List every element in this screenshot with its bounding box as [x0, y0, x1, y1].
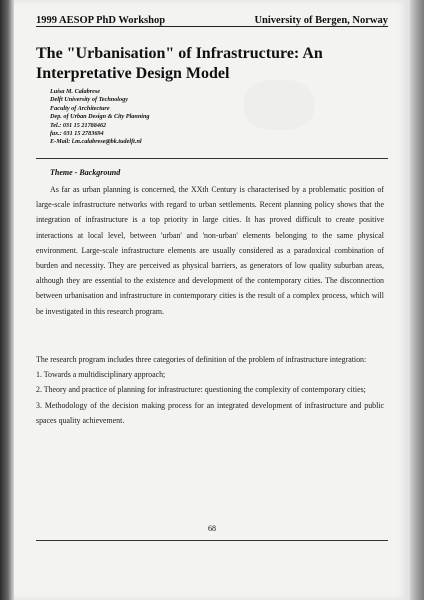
author-affiliation-2: Faculty of Architecture [50, 104, 110, 112]
header-right: University of Bergen, Norway [254, 15, 388, 26]
title-line-1: The "Urbanisation" of Infrastructure: An [36, 45, 323, 62]
author-affiliation-1: Delft University of Technology [50, 96, 128, 104]
author-name: Luisa M. Calabrese [50, 88, 101, 95]
author-affiliation-3: Dep. of Urban Design & City Planning [50, 113, 150, 121]
title-line-2: Interpretative Design Model [36, 65, 230, 82]
body-paragraph-2 [36, 352, 384, 428]
paper-title [36, 44, 366, 84]
footer-rule [36, 540, 388, 541]
page-number: 68 [208, 524, 216, 533]
author-email: E-Mail: l.m.calabrese@bk.tudelft.nl [50, 138, 142, 146]
paper-sheet [14, 0, 410, 600]
scan-stain [244, 80, 314, 130]
list-item-1: 1. Towards a multidisciplinary approach; [36, 370, 166, 380]
header-left: 1999 AESOP PhD Workshop [36, 15, 166, 26]
body-paragraph-1: As far as urban planning is concerned, the XXth Century is characterised by a problematic position of large-scale infrastructure networks with regard to urban settlements. Recent planning policy shows that the integration of infrastructure is a top priority in large cities. It has proved difficult to create positive interactions at local level, between 'urban' and 'non-urban' elements belonging to the same physical environment. Large-scale infrastructure elements are usually considered as a paradoxical combination of burden and necessity. They are perceived as physical barriers, as generators of low quality suburban areas, although they are essential to the existence and development of the contemporary cities. The disconnection between urbanisation and infrastructure in contemporary cities is the result of a complex process, which will be investigated in this research program. [36, 185, 384, 316]
author-tel: Tel.: 031 15 21788462 [50, 121, 107, 129]
running-header [36, 10, 388, 27]
author-fax: fax.: 031 15 2783694 [50, 130, 104, 138]
binding-shadow [410, 0, 424, 600]
list-item-2: 2. Theory and practice of planning for infrastructure: questioning the complexity of contemporary cities; [36, 385, 366, 395]
section-divider-top [36, 158, 388, 159]
paragraph-2-intro: The research program includes three categories of definition of the problem of infrastructure integration: [36, 355, 367, 364]
list-item-3: 3. Methodology of the decision making process for an integrated development of infrastructure and public spaces quality achievement. [36, 400, 384, 425]
section-heading: Theme - Background [50, 168, 121, 177]
author-block [50, 88, 150, 147]
